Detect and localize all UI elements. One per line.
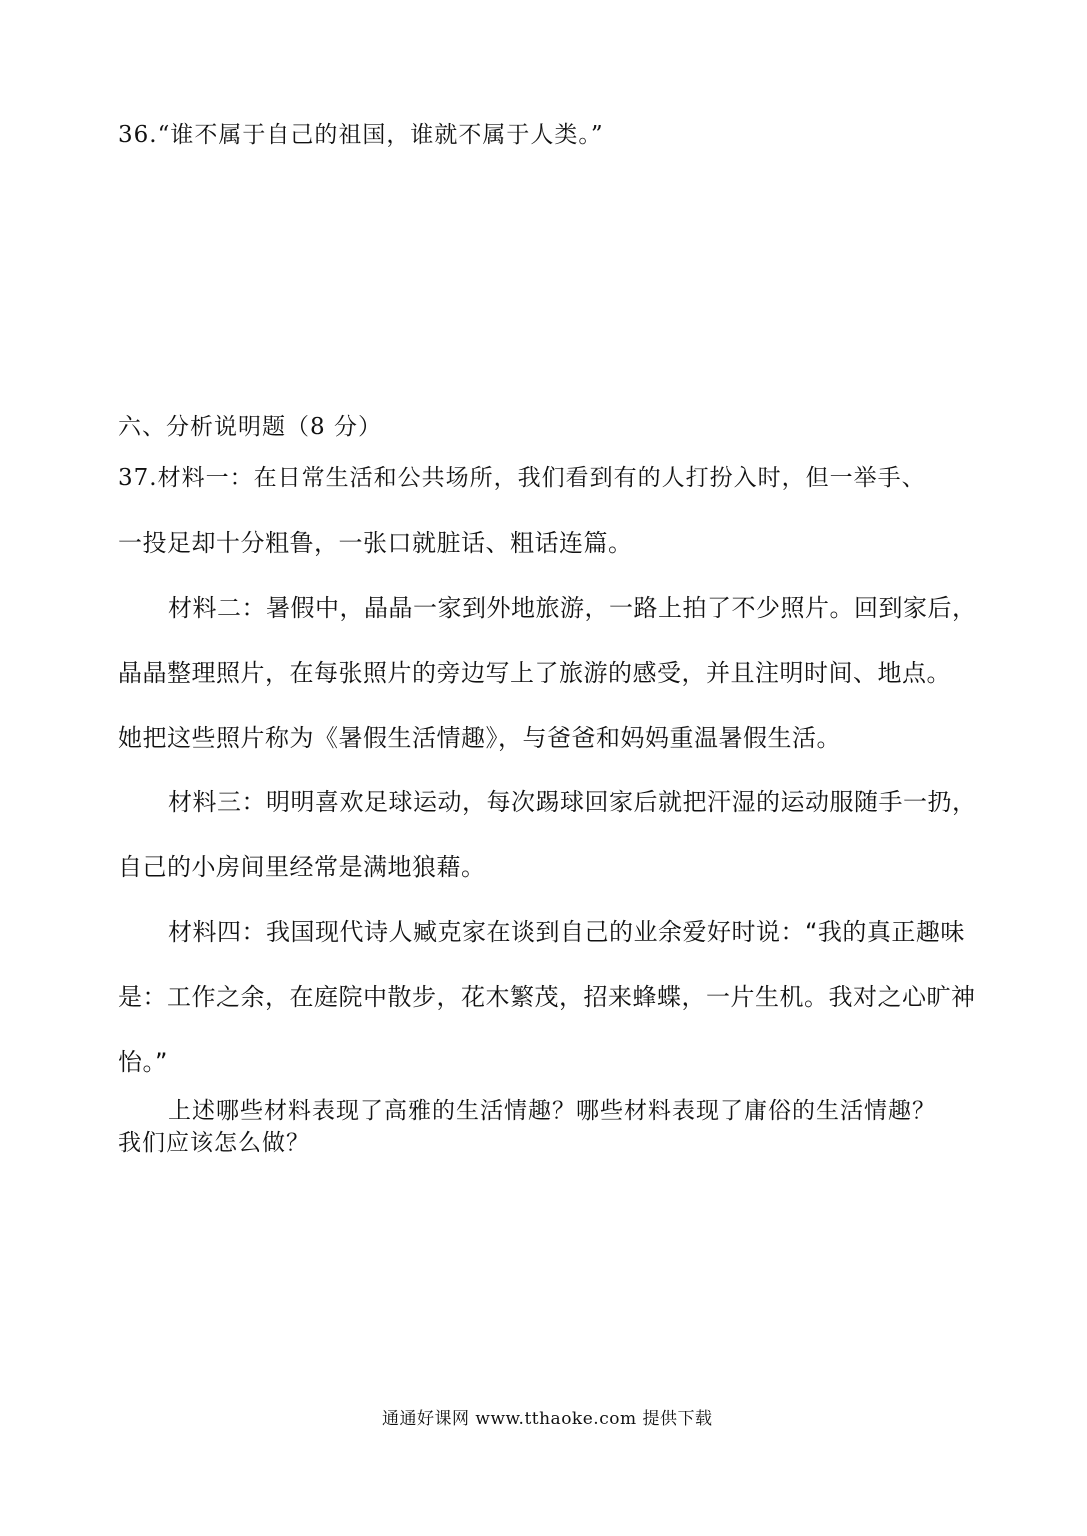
q37-question-line2: 我们应该怎么做？	[118, 1130, 310, 1156]
q37-material4-line2: 是：工作之余，在庭院中散步，花木繁茂，招来蜂蝶，一片生机。我对之心旷神	[118, 983, 976, 1011]
q37-material1-line1: 37.材料一：在日常生活和公共场所，我们看到有的人打扮入时，但一举手、	[118, 465, 926, 491]
q37-material4-line1: 材料四：我国现代诗人臧克家在谈到自己的业余爱好时说：“我的真正趣味	[168, 918, 965, 946]
q37-material3-line1: 材料三：明明喜欢足球运动，每次踢球回家后就把汗湿的运动服随手一扔，	[168, 788, 977, 816]
section-heading: 六、分析说明题（8 分）	[118, 414, 382, 440]
q37-material2-line2: 晶晶整理照片，在每张照片的旁边写上了旅游的感受，并且注明时间、地点。	[118, 659, 951, 687]
q37-question-line1: 上述哪些材料表现了高雅的生活情趣？哪些材料表现了庸俗的生活情趣？	[168, 1098, 936, 1124]
q37-material4-line3: 怡。”	[118, 1048, 168, 1076]
q37-material3-line2: 自己的小房间里经常是满地狼藉。	[118, 853, 486, 881]
question-36: 36.“谁不属于自己的祖国，谁就不属于人类。”	[118, 122, 604, 148]
q37-material1-line2: 一投足却十分粗鲁，一张口就脏话、粗话连篇。	[118, 529, 633, 557]
q37-material2-line1: 材料二：暑假中，晶晶一家到外地旅游，一路上拍了不少照片。回到家后，	[168, 594, 977, 622]
page-footer: 通通好课网 www.tthaoke.com 提供下载	[382, 1409, 713, 1429]
q37-material2-line3: 她把这些照片称为《暑假生活情趣》，与爸爸和妈妈重温暑假生活。	[118, 724, 841, 752]
